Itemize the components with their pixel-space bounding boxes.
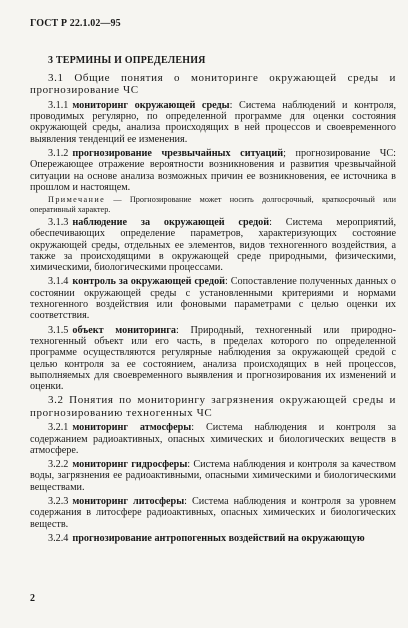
definition-entry — [30, 422, 396, 456]
definition-entry — [30, 276, 396, 321]
note-label: Примечание — [48, 195, 106, 205]
entry-term: мониторинг гидросферы — [72, 459, 188, 471]
entry-number: 3.2.3 — [48, 496, 69, 508]
entry-definition: : Система наблюдений и контроля, проводимых регулярно, по определенной программе для оценки состояния окружающей среды, анализа происходящих в ней процессов и своевременного выявления тенденций ее изменения. — [30, 99, 396, 145]
entry-term: прогнозирование антропогенных воздействий на окружающую — [72, 532, 365, 544]
entry-number: 3.1.2 — [48, 148, 69, 159]
entry-term: объект мониторинга — [72, 324, 177, 336]
entry-definition: : Сопоставление полученных данных о состоянии окружающей среды с установленными критериями и нормами техногенного воздействия или фоновыми параметрами с целью оценки их соответствия. — [30, 276, 396, 322]
entry-term: наблюдение за окружающей средой — [72, 217, 270, 228]
entry-number: 3.1.5 — [48, 324, 69, 336]
note — [30, 195, 396, 214]
entry-number: 3.2.1 — [48, 422, 69, 434]
definition-entry — [30, 217, 396, 273]
entry-definition: : Система наблюдения и контроля за уровнем содержания в литосфере радиоактивных, опасных химических и биологических веществ. — [30, 496, 396, 530]
section-title: 3 ТЕРМИНЫ И ОПРЕДЕЛЕНИЯ — [48, 55, 206, 66]
definition-entry — [30, 325, 396, 393]
entry-number: 3.1.3 — [48, 217, 69, 228]
entry-definition: ; прогнозирование ЧС: Опережающее отражение вероятности возникновения и развития чрезвычайной ситуации на основе анализа возможных причин ее возникновения, ее источника в прошлом и настоящем. — [30, 148, 396, 193]
definition-entry — [30, 533, 396, 544]
entry-term: мониторинг литосферы — [72, 496, 185, 508]
entry-number: 3.2.4 — [48, 532, 69, 544]
entry-term: прогнозирование чрезвычайных ситуаций — [72, 148, 284, 159]
definition-entry — [30, 100, 396, 145]
entry-number: 3.2.2 — [48, 459, 69, 471]
entry-term: мониторинг окружающей среды — [72, 99, 230, 111]
definition-entry — [30, 459, 396, 493]
entry-term: контроль за окружающей средой — [72, 276, 226, 288]
entry-definition: : Система наблюдения и контроля за качеством воды, загрязнения ее радиоактивными, опасными химическими и биологическими веществами. — [30, 459, 397, 493]
note-text: — Прогнозирование может носить долгосрочный, краткосрочный или оперативный характер. — [30, 195, 396, 214]
entry-term: мониторинг атмосферы — [72, 422, 192, 434]
definition-entry — [30, 148, 396, 193]
subsection-title: 3.2 Понятия по мониторингу загрязнения окружающей среды и прогнозированию техногенных ЧС — [30, 394, 396, 419]
entry-definition: : Природный, техногенный или природно-техногенный объект или его часть, в пределах которого по определенной программе осуществляются регулярные наблюдения за окружающей средой с целью контроля за ее состоянием, анализа происходящих в ней процессов, выполняемых для своевременного выявления и прогнозирования их изменений и оценки. — [30, 324, 396, 393]
entry-number: 3.1.4 — [48, 276, 69, 288]
entry-number: 3.1.1 — [48, 99, 69, 111]
definition-entry — [30, 496, 396, 530]
entry-definition: : Система наблюдения и контроля за содержанием радиоактивных, опасных химических и биологических веществ в атмосфере. — [30, 422, 396, 456]
page-number: 2 — [30, 593, 35, 604]
entry-definition: : Система мероприятий, обеспечивающих определение параметров, характеризующих состояние окружающей среды, отдельных ее элементов, видов техногенного воздействия, а также за происходящими в окружающей среде природными, физическими, химическими, биологическими процессами. — [30, 217, 397, 274]
subsection-title: 3.1 Общие понятия о мониторинге окружающей среды и прогнозирование ЧС — [30, 72, 396, 97]
standard-code: ГОСТ Р 22.1.02—95 — [30, 18, 121, 29]
